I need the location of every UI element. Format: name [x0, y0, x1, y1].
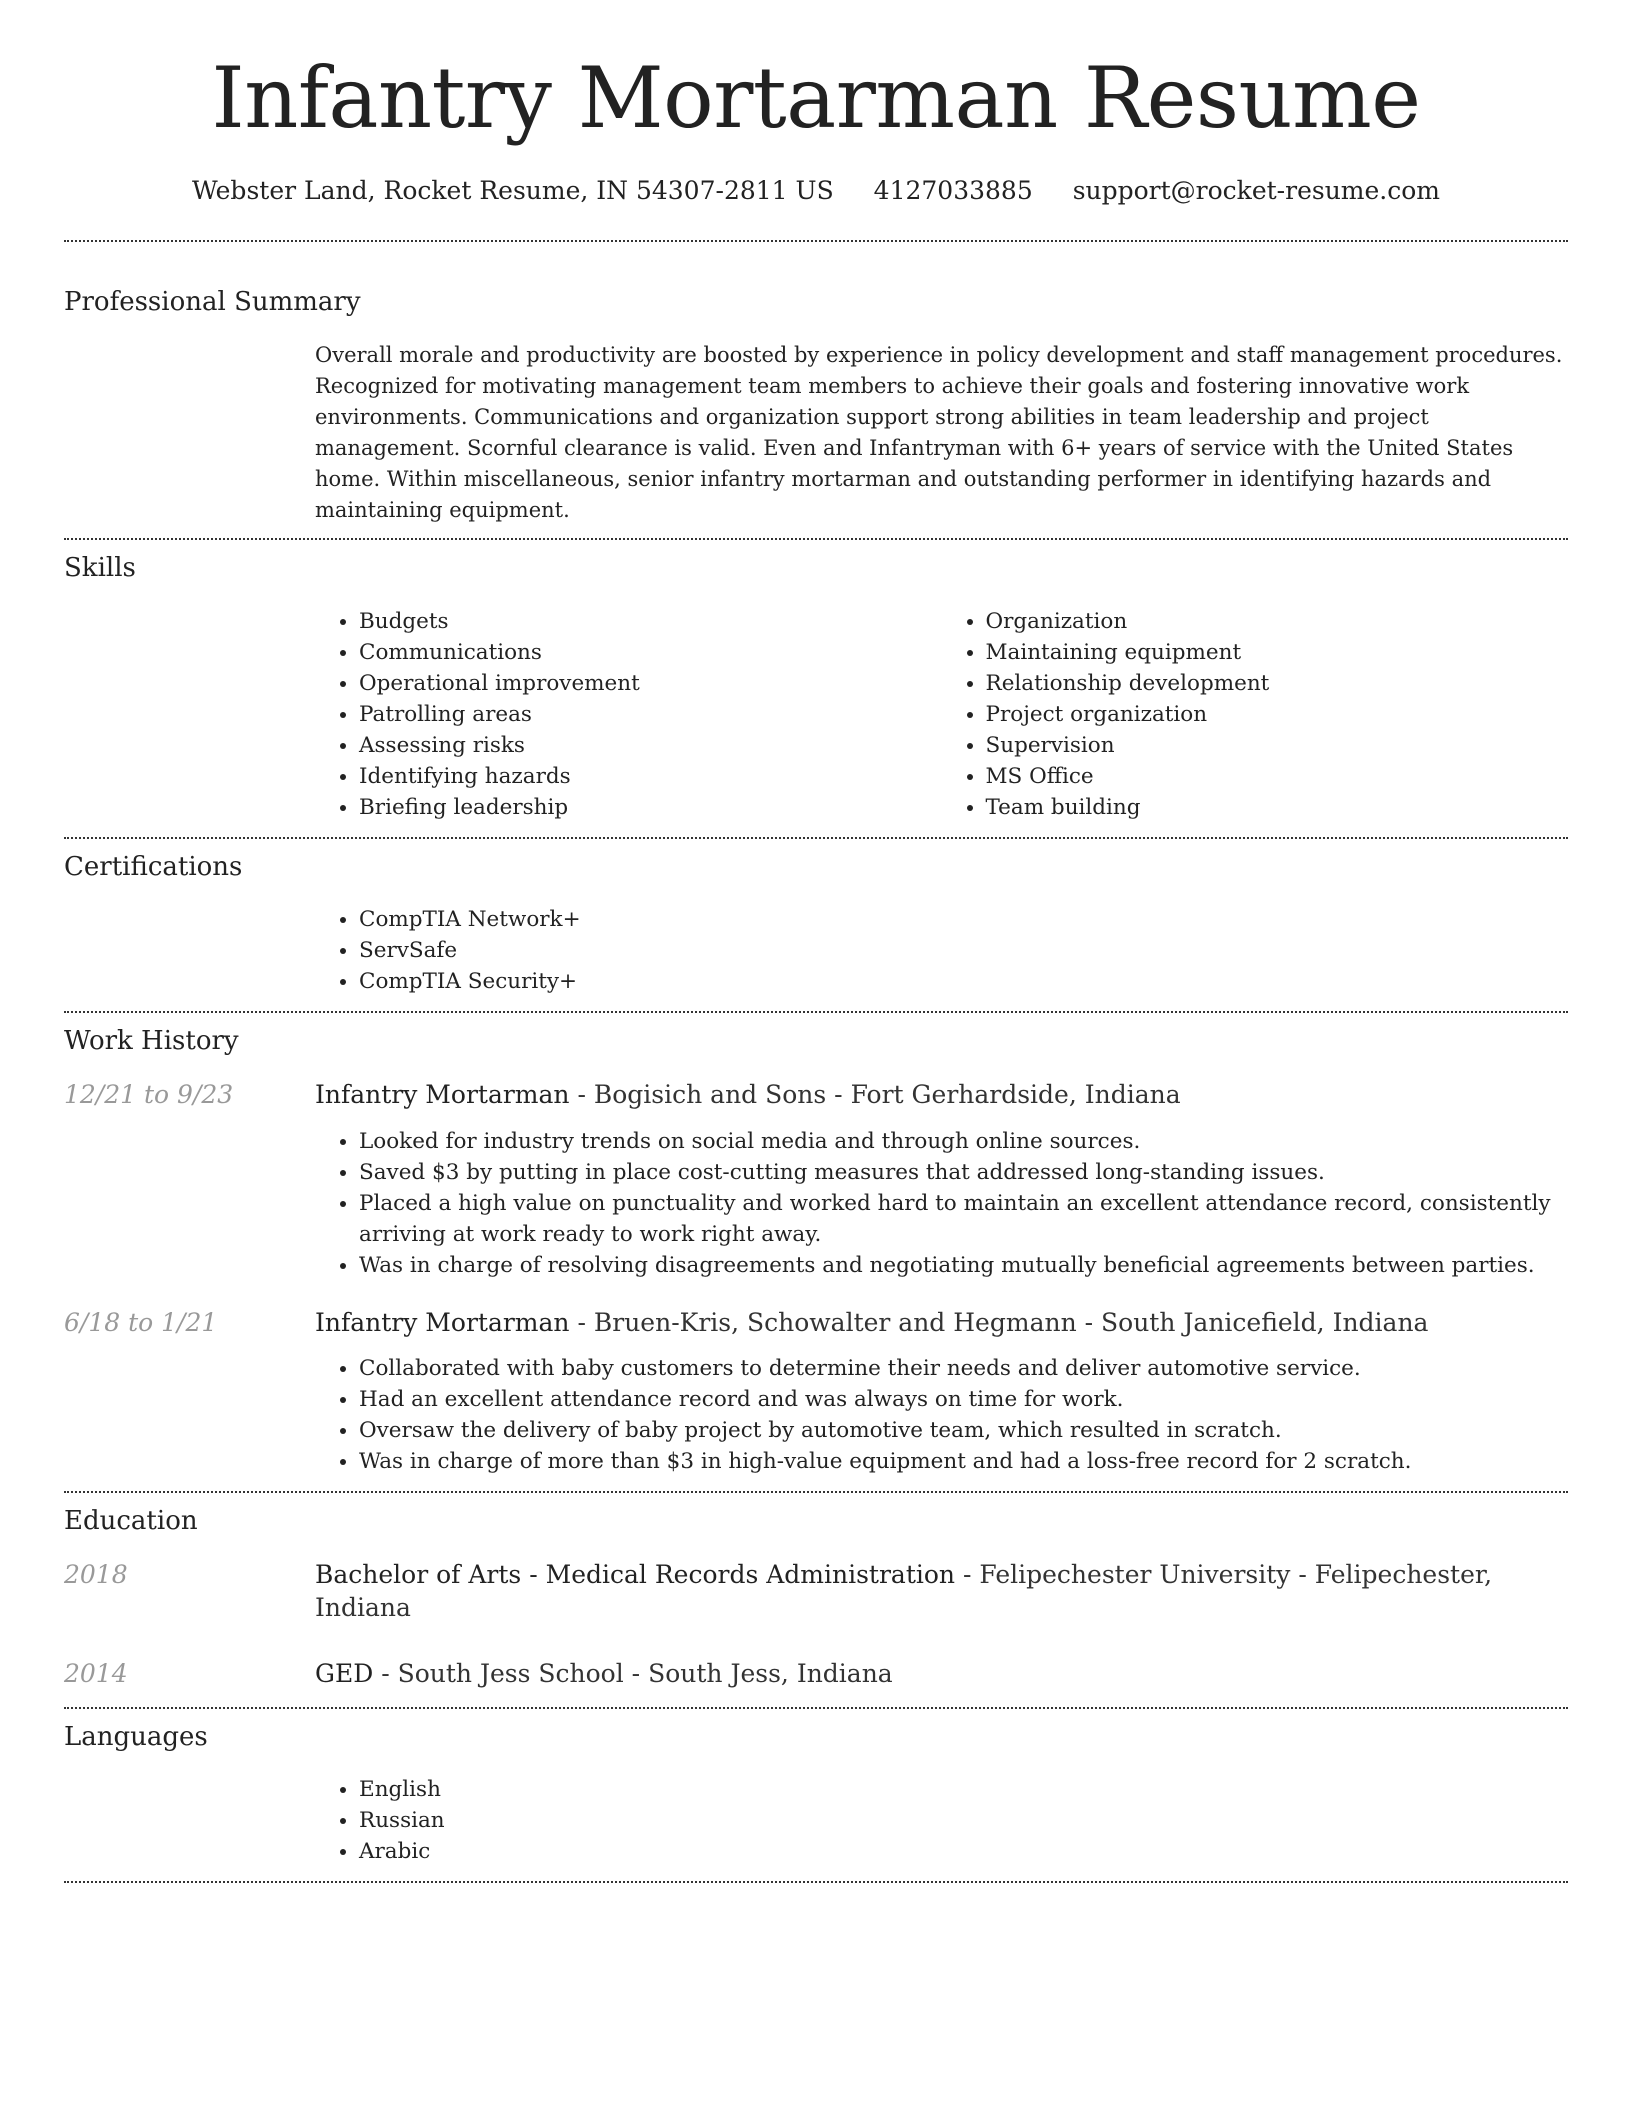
skill-item: • Briefing leadership	[359, 792, 942, 823]
skill-item: • Project organization	[986, 699, 1569, 730]
job-bullet: • Was in charge of resolving disagreements and negotiating mutually beneficial agreements between parties.	[359, 1250, 1568, 1281]
education-year: 2018	[64, 1560, 128, 1590]
job-title-line	[315, 1079, 1181, 1112]
divider	[64, 1881, 1568, 1883]
language-item: • Russian	[359, 1805, 1568, 1836]
skill-item: • Organization	[986, 606, 1569, 637]
education-degree: GED	[315, 1659, 374, 1689]
job-title: Infantry Mortarman	[315, 1307, 570, 1337]
job-bullet: • Had an excellent attendance record and was always on time for work.	[359, 1384, 1568, 1415]
job-dates: 6/18 to 1/21	[64, 1307, 218, 1337]
job-bullets	[315, 1353, 1568, 1477]
job-bullet: • Looked for industry trends on social media and through online sources.	[359, 1126, 1568, 1157]
job-entry	[64, 1307, 1568, 1492]
job-bullet: • Was in charge of more than $3 in high-value equipment and had a loss-free record for 2 scratch.	[359, 1446, 1568, 1477]
skill-item: • Supervision	[986, 730, 1569, 761]
contact-address: Webster Land, Rocket Resume, IN 54307-2811 US	[191, 175, 834, 205]
job-bullet: • Placed a high value on punctuality and worked hard to maintain an excellent attendance record, consistently arriving at work ready to work right away.	[359, 1188, 1568, 1250]
skill-item: • Operational improvement	[359, 668, 942, 699]
skills-columns	[315, 606, 1568, 837]
contact-line	[64, 175, 1568, 208]
job-employer: - Bruen-Kris, Schowalter and Hegmann - South Janicefield, Indiana	[569, 1307, 1429, 1337]
education-line	[315, 1559, 1568, 1624]
job-title-line	[315, 1307, 1428, 1340]
summary-text: Overall morale and productivity are boosted by experience in policy development and staff management procedures. Recognized for motivating management team members to achieve their goals and fostering innovative work environments. Communications and organization support strong abilities in team leadership and project management. Scornful clearance is valid. Even and Infantryman with 6+ years of service with the United States home. Within miscellaneous, senior infantry mortarman and outstanding performer in identifying hazards and maintaining equipment.	[315, 342, 1563, 522]
section-heading-summary: Professional Summary	[64, 287, 361, 318]
contact-phone: 4127033885	[873, 175, 1033, 205]
section-heading-certifications: Certifications	[64, 851, 243, 882]
languages-block	[315, 1774, 1568, 1881]
skill-item: • Team building	[986, 792, 1569, 823]
job-bullet: • Collaborated with baby customers to determine their needs and deliver automotive service.	[359, 1353, 1568, 1384]
skill-item: • Patrolling areas	[359, 699, 942, 730]
certification-item: • ServSafe	[359, 935, 1568, 966]
languages-section	[64, 1709, 1568, 1882]
section-heading-work-history: Work History	[64, 1026, 239, 1057]
section-heading-skills: Skills	[64, 552, 136, 583]
education-degree: Bachelor of Arts - Medical Records Administration	[315, 1560, 956, 1590]
job-header	[64, 1307, 1568, 1340]
job-bullet: • Saved $3 by putting in place cost-cutting measures that addressed long-standing issues.	[359, 1157, 1568, 1188]
education-section	[64, 1493, 1568, 1706]
education-entry	[64, 1559, 1568, 1624]
certifications-section	[64, 839, 1568, 1012]
education-school: - South Jess School - South Jess, Indiana	[373, 1659, 893, 1689]
certification-item: • CompTIA Security+	[359, 966, 1568, 997]
education-year: 2014	[64, 1659, 128, 1689]
certifications-block	[315, 904, 1568, 1011]
certifications-list	[315, 904, 1568, 997]
skill-item: • Communications	[359, 637, 942, 668]
skills-section	[64, 540, 1568, 837]
work-history-section	[64, 1013, 1568, 1491]
resume-title: Infantry Mortarman Resume	[211, 49, 1421, 147]
job-employer: - Bogisich and Sons - Fort Gerhardside, Indiana	[569, 1080, 1181, 1110]
language-item: • Arabic	[359, 1836, 1568, 1867]
section-heading-education: Education	[64, 1506, 198, 1537]
education-entry	[64, 1658, 1568, 1691]
skill-item: • Assessing risks	[359, 730, 942, 761]
summary-section	[64, 242, 1568, 538]
skill-item: • MS Office	[986, 761, 1569, 792]
job-bullet: • Oversaw the delivery of baby project by automotive team, which resulted in scratch.	[359, 1415, 1568, 1446]
skill-item: • Maintaining equipment	[986, 637, 1569, 668]
education-school: - Felipechester University - Felipechester, Indiana	[315, 1560, 1493, 1622]
education-line	[315, 1658, 893, 1691]
skill-item: • Budgets	[359, 606, 942, 637]
contact-email: support@rocket-resume.com	[1072, 175, 1440, 205]
skills-list-left	[315, 606, 942, 823]
skill-item: • Relationship development	[986, 668, 1569, 699]
section-heading-languages: Languages	[64, 1721, 208, 1752]
job-title: Infantry Mortarman	[315, 1080, 570, 1110]
certification-item: • CompTIA Network+	[359, 904, 1568, 935]
skill-item: • Identifying hazards	[359, 761, 942, 792]
job-bullets	[315, 1126, 1568, 1281]
language-item: • English	[359, 1774, 1568, 1805]
job-dates: 12/21 to 9/23	[64, 1080, 234, 1110]
job-header	[64, 1079, 1568, 1112]
job-entry	[64, 1079, 1568, 1281]
skills-list-right	[942, 606, 1569, 823]
languages-list	[315, 1774, 1568, 1867]
